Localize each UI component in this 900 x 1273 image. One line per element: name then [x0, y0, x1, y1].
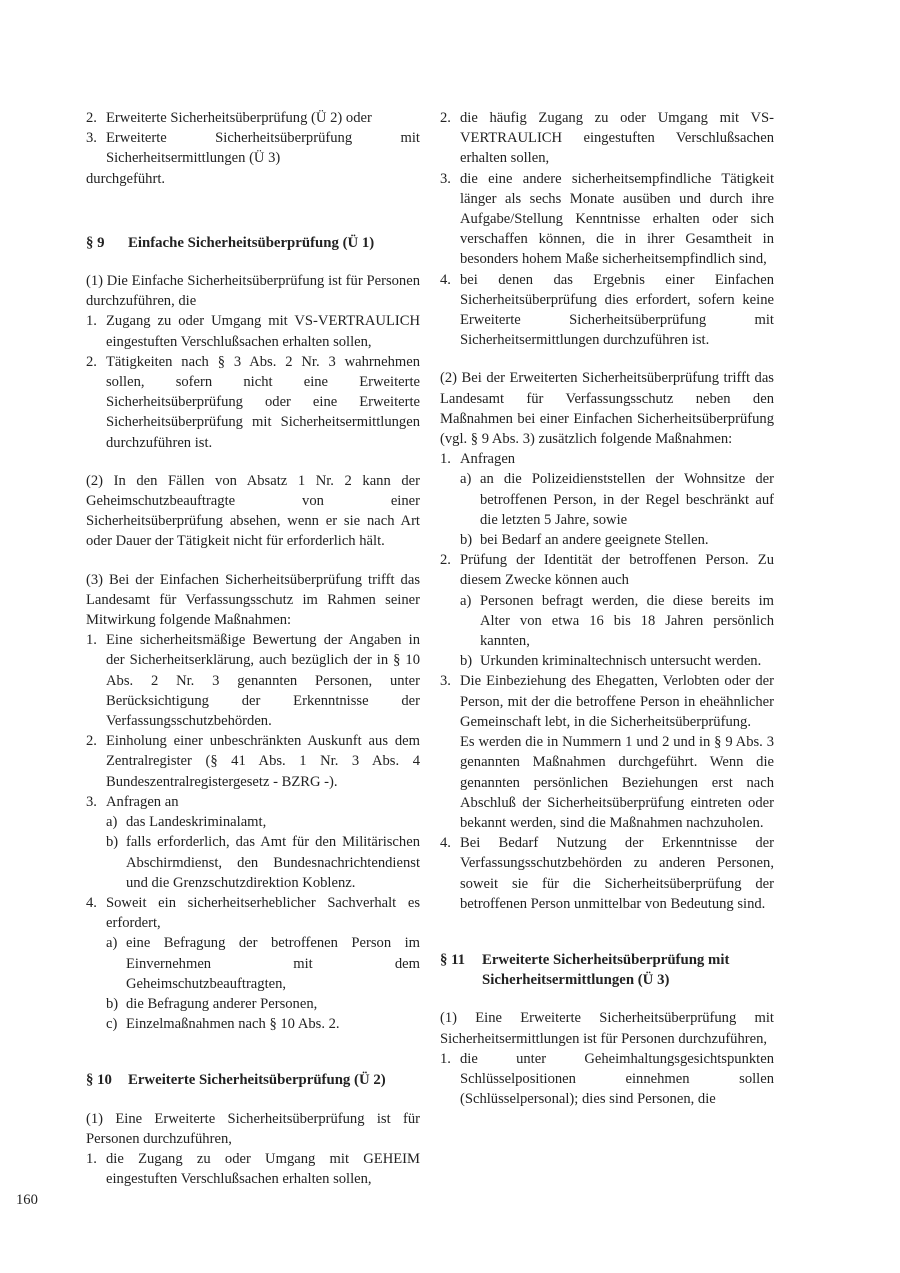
section-number: § 10	[86, 1072, 112, 1089]
list-item	[86, 731, 420, 792]
section-title: Erweiterte Sicherheitsüberprüfung (Ü 2)	[128, 1072, 386, 1089]
sub-item-letter: b)	[460, 653, 473, 670]
sub-item-letter: a)	[460, 471, 472, 488]
item-text: die häufig Zugang zu oder Umgang mit VS-VERTRAULICH eingestuften Verschlußsachen erhalten sollen,	[460, 110, 774, 167]
list-item	[86, 893, 420, 933]
sub-item-text: falls erforderlich, das Amt für den Militärischen Abschirmdienst, den Bundesnachrichtendienst und die Grenzschutzdirektion Koblenz.	[126, 834, 420, 891]
sub-item-letter: b)	[460, 532, 473, 549]
paragraph: (2) Bei der Erweiterten Sicherheitsüberprüfung trifft das Landesamt für Verfassungsschutz neben den Maßnahmen bei einer Einfachen Sicherheitsüberprüfung (vgl. § 9 Abs. 3) zusätzlich folgende Maßnahmen:	[440, 370, 774, 448]
item-text: Prüfung der Identität der betroffenen Person. Zu diesem Zwecke können auch	[460, 552, 774, 589]
section-heading-9	[86, 233, 420, 253]
item-text: Bei Bedarf Nutzung der Erkenntnisse der Verfassungsschutzbehörden zu anderen Personen, soweit sie für die Sicherheitsüberprüfung der betroffenen Person unmittelbar von Bedeutung sind.	[460, 835, 774, 912]
item-text: Anfragen	[460, 451, 516, 468]
sub-item-letter: c)	[106, 1016, 118, 1033]
sub-item-letter: a)	[106, 935, 118, 952]
list-item	[86, 352, 420, 453]
item-number: 2.	[86, 353, 97, 370]
list-item	[86, 792, 420, 812]
sub-item	[106, 1014, 420, 1034]
item-number: 3.	[86, 130, 97, 147]
list-item	[440, 108, 774, 169]
item-text: Soweit ein sicherheitserheblicher Sachverhalt es erfordert,	[106, 894, 420, 932]
item-number: 2.	[86, 733, 97, 750]
sub-item-text: an die Polizeidienststellen der Wohnsitze der betroffenen Person, in der Regel beschränkt auf die letzten 5 Jahre, sowie	[480, 471, 774, 528]
item-text: Eine sicherheitsmäßige Bewertung der Angaben in der Sicherheitserklärung, auch bezüglich der in § 10 Abs. 2 Nr. 3 genannten Personen, unter Berücksichtigung der Erkenntnisse der Verfassungsschutzbehörden.	[106, 632, 420, 730]
paragraph: (1) Die Einfache Sicherheitsüberprüfung ist für Personen durchzuführen, die	[86, 273, 420, 310]
item-text: bei denen das Ergebnis einer Einfachen Sicherheitsüberprüfung dies erfordert, sofern keine Erweiterte Sicherheitsüberprüfung mit Sicherheitsermittlungen durchzuführen ist.	[460, 271, 774, 349]
sub-item-letter: b)	[106, 834, 119, 851]
item-text: Tätigkeiten nach § 3 Abs. 2 Nr. 3 wahrnehmen sollen, sofern nicht eine Erweiterte Sicherheitsüberprüfung oder eine Erweiterte Sicherheitsüberprüfung mit Sicherheitsermittlungen durchzuführen ist.	[106, 353, 420, 451]
section-number: § 11	[440, 951, 466, 968]
sub-item	[460, 530, 774, 550]
item-text: Anfragen an	[106, 793, 179, 810]
section-title: Einfache Sicherheitsüberprüfung (Ü 1)	[128, 234, 375, 251]
page-number: 160	[16, 1192, 38, 1208]
item-number: 3.	[440, 673, 451, 690]
list-item	[440, 1049, 774, 1110]
list-item	[440, 449, 774, 469]
list-item	[86, 630, 420, 731]
list-item	[86, 311, 420, 351]
list-item	[86, 1149, 420, 1189]
item-text: Die Einbeziehung des Ehegatten, Verlobten oder der Person, mit der die betroffene Person in eheähnlicher Gemeinschaft lebt, in die Sicherheitsüberprüfung.	[460, 673, 774, 730]
list-item	[86, 108, 420, 128]
item-number: 1.	[440, 1050, 451, 1067]
sub-item	[460, 469, 774, 530]
sub-item	[460, 651, 774, 671]
item-number: 2.	[440, 552, 451, 569]
paragraph: (1) Eine Erweiterte Sicherheitsüberprüfung ist für Personen durchzuführen,	[86, 1110, 420, 1147]
item-number: 1.	[86, 1150, 97, 1167]
list-item	[440, 833, 774, 914]
item-number: 4.	[440, 271, 451, 288]
item-number: 1.	[86, 313, 97, 330]
item-number: 2.	[86, 110, 97, 126]
paragraph: durchgeführt.	[86, 170, 166, 187]
sub-item	[106, 994, 420, 1014]
sub-item-text: die Befragung anderer Personen,	[126, 995, 318, 1012]
sub-item-text: Einzelmaßnahmen nach § 10 Abs. 2.	[126, 1016, 340, 1033]
paragraph: Es werden die in Nummern 1 und 2 und in § 9 Abs. 3 genannten Maßnahmen durchgeführt. Wenn die genannten persönlichen Beziehungen erst nach Abschluß der Sicherheitsüberprüfung eintreten oder bekannt werden, sind die Maßnahmen nachzuholen.	[460, 734, 774, 831]
list-item	[440, 671, 774, 732]
sub-item-letter: a)	[460, 592, 472, 609]
paragraph: (1) Eine Erweiterte Sicherheitsüberprüfung mit Sicherheitsermittlungen ist für Personen durchzuführen,	[440, 1010, 774, 1047]
section-title: Erweiterte Sicherheitsüberprüfung mit Sicherheitsermittlungen (Ü 3)	[482, 951, 730, 989]
sub-item-text: Personen befragt werden, die diese bereits im Alter von etwa 16 bis 18 Jahren persönlich kannten,	[480, 592, 774, 650]
sub-item	[106, 812, 420, 832]
item-text: Erweiterte Sicherheitsüberprüfung mit Sicherheitsermittlungen (Ü 3)	[106, 130, 420, 167]
item-text: die Zugang zu oder Umgang mit GEHEIM eingestuften Verschlußsachen erhalten sollen,	[106, 1150, 420, 1188]
item-number: 4.	[86, 894, 97, 911]
item-text: Einholung einer unbeschränkten Auskunft aus dem Zentralregister (§ 41 Abs. 1 Nr. 3 Abs. 4 Bundeszentralregistergesetz - BZRG -).	[106, 733, 420, 790]
sub-item	[106, 832, 420, 893]
sub-item-text: eine Befragung der betroffenen Person im Einvernehmen mit dem Geheimschutzbeauftragten,	[126, 935, 420, 992]
paragraph: (3) Bei der Einfachen Sicherheitsüberprüfung trifft das Landesamt für Verfassungsschutz im Rahmen seiner Mitwirkung folgende Maßnahmen:	[86, 571, 420, 629]
sub-item-text: Urkunden kriminaltechnisch untersucht werden.	[480, 653, 762, 670]
item-number: 2.	[440, 110, 451, 126]
item-number: 4.	[440, 835, 451, 852]
item-number: 1.	[86, 632, 97, 649]
list-item	[86, 128, 420, 168]
sub-item-text: das Landeskriminalamt,	[126, 814, 267, 831]
item-text: Erweiterte Sicherheitsüberprüfung (Ü 2) oder	[106, 110, 372, 126]
item-number: 3.	[86, 793, 97, 810]
left-column	[86, 108, 420, 1189]
sub-item	[106, 933, 420, 994]
section-heading-10	[86, 1070, 420, 1090]
item-number: 3.	[440, 170, 451, 187]
sub-item	[460, 591, 774, 652]
sub-item-letter: a)	[106, 814, 118, 831]
sub-item-text: bei Bedarf an andere geeignete Stellen.	[480, 532, 709, 549]
section-number: § 9	[86, 234, 105, 251]
list-item	[440, 169, 774, 270]
list-item	[440, 270, 774, 351]
item-number: 1.	[440, 451, 451, 468]
list-item	[440, 550, 774, 590]
right-column	[440, 108, 774, 1109]
paragraph: (2) In den Fällen von Absatz 1 Nr. 2 kann der Geheimschutzbeauftragte von einer Sicherheitsüberprüfung absehen, wenn er sie nach Art oder Dauer der Tätigkeit nicht für erforderlich hält.	[86, 472, 420, 550]
item-text: die eine andere sicherheitsempfindliche Tätigkeit länger als sechs Monate ausüben und durch ihre Aufgabe/Stellung Kenntnisse erhalten oder sich verschaffen können, die in ihrer Gesamtheit in besonders hohem Maße sicherheitsempfindlich sind,	[460, 170, 774, 268]
sub-item-letter: b)	[106, 995, 119, 1012]
section-heading-11	[440, 950, 774, 990]
item-text: die unter Geheimhaltungsgesichtspunkten Schlüsselpositionen einnehmen sollen (Schlüsselpersonal); dies sind Personen, die	[460, 1050, 774, 1108]
item-text: Zugang zu oder Umgang mit VS-VERTRAULICH eingestuften Verschlußsachen erhalten sollen,	[106, 313, 420, 350]
